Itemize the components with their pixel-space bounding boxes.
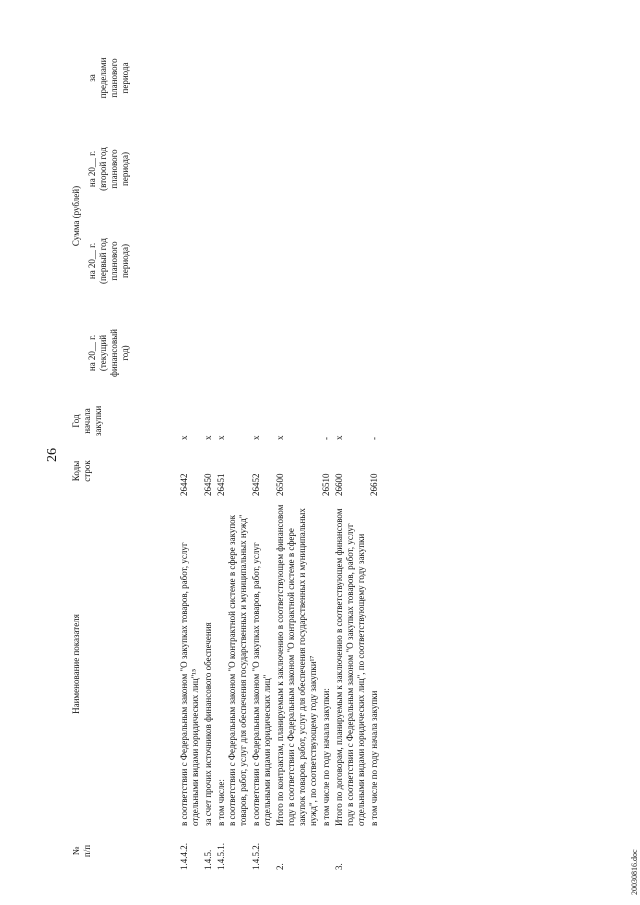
row-num bbox=[320, 829, 333, 873]
row-sum-current bbox=[274, 307, 320, 399]
table-row bbox=[274, 33, 320, 873]
row-year: х bbox=[251, 435, 261, 440]
header-sum-group: Сумма (рублей) bbox=[71, 185, 81, 247]
row-code: 26600 bbox=[334, 473, 344, 496]
row-name: Итого по договорам, планируемым к заключению в соответствующем финансовом году в соответствии с Федеральным законом "О закупках товаров, работ, услуг отдельными видами юридических лиц", по соответствующему году закупки bbox=[334, 508, 366, 826]
row-code: 26500 bbox=[275, 473, 285, 496]
row-name: в соответствии с Федеральным законом "О закупках товаров, работ, услуг отдельными видами юридических лиц"¹⁵ bbox=[179, 542, 200, 826]
row-sum-current bbox=[202, 307, 215, 399]
row-sum-first bbox=[333, 215, 368, 307]
row-num: 1.4.5.2. bbox=[251, 843, 261, 870]
budget-table bbox=[70, 33, 381, 873]
row-sum-second bbox=[368, 123, 381, 215]
row-sum-beyond bbox=[202, 33, 215, 123]
row-num: 2. bbox=[275, 863, 285, 870]
row-year: х bbox=[334, 435, 344, 440]
table-row bbox=[250, 33, 274, 873]
row-name: Итого по контрактам, планируемым к заключению в соответствующем финансовом году в соответствии с Федеральным законом "О контрактной системе в сфере закупок товаров, работ, услуг для обеспечения государственных и муниципальных нужд", по соответствующему году закупки¹⁷ bbox=[275, 504, 318, 826]
row-sum-beyond bbox=[274, 33, 320, 123]
row-num: 1.4.5.1. bbox=[216, 843, 226, 870]
row-name: в том числе по году начала закупки bbox=[369, 690, 379, 826]
row-sum-beyond bbox=[215, 33, 250, 123]
row-sum-second bbox=[202, 123, 215, 215]
header-name: Наименование показателя bbox=[71, 614, 81, 714]
row-sum-second bbox=[333, 123, 368, 215]
row-sum-first bbox=[274, 215, 320, 307]
row-sum-first bbox=[202, 215, 215, 307]
row-sum-second bbox=[178, 123, 202, 215]
row-year: х bbox=[216, 435, 226, 440]
page-number: 26 bbox=[45, 448, 60, 462]
row-sum-current bbox=[320, 307, 333, 399]
row-num: 1.4.4.2. bbox=[179, 843, 189, 870]
row-code: 26451 bbox=[216, 473, 226, 496]
row-sum-first bbox=[215, 215, 250, 307]
header-sum-beyond: за пределами планового периода bbox=[87, 57, 130, 99]
row-code: 26452 bbox=[251, 473, 261, 496]
header-sum-second: на 20__ г. (второй год планового периода) bbox=[87, 147, 130, 191]
row-code: 26442 bbox=[179, 473, 189, 496]
row-year: х bbox=[203, 435, 213, 440]
row-name: в том числе: в соответствии с Федеральным законом "О контрактной системе в сфере закупок товаров, работ, услуг для обеспечения государственных и муниципальных нужд" bbox=[216, 514, 248, 826]
row-code: 26450 bbox=[203, 473, 213, 496]
table-row bbox=[215, 33, 250, 873]
row-sum-beyond bbox=[178, 33, 202, 123]
row-name: в соответствии с Федеральным законом "О закупках товаров, работ, услуг отдельными видами юридических лиц" bbox=[251, 542, 272, 826]
table-row bbox=[333, 33, 368, 873]
row-year: х bbox=[179, 435, 189, 440]
row-sum-current bbox=[215, 307, 250, 399]
row-num: 1.4.5. bbox=[203, 849, 213, 870]
header-code: Коды строк bbox=[71, 460, 92, 482]
row-num bbox=[368, 829, 381, 873]
row-year: - bbox=[321, 437, 331, 440]
table-row bbox=[320, 33, 333, 873]
row-name: за счет прочих источников финансового обеспечения bbox=[203, 622, 213, 826]
row-sum-second bbox=[320, 123, 333, 215]
row-sum-first bbox=[178, 215, 202, 307]
row-sum-current bbox=[333, 307, 368, 399]
row-sum-current bbox=[178, 307, 202, 399]
row-num: 3. bbox=[334, 863, 344, 870]
row-code: 26610 bbox=[369, 473, 379, 496]
row-sum-beyond bbox=[320, 33, 333, 123]
row-sum-first bbox=[368, 215, 381, 307]
row-sum-beyond bbox=[368, 33, 381, 123]
document-id: 20030816.doc bbox=[630, 849, 639, 895]
row-sum-second bbox=[274, 123, 320, 215]
table-row bbox=[178, 33, 202, 873]
header-sum-current: на 20__ г. (текущий финансовый год) bbox=[87, 329, 130, 377]
row-sum-current bbox=[368, 307, 381, 399]
row-sum-beyond bbox=[250, 33, 274, 123]
table-row bbox=[368, 33, 381, 873]
row-sum-beyond bbox=[333, 33, 368, 123]
row-sum-second bbox=[215, 123, 250, 215]
row-year: - bbox=[369, 437, 379, 440]
row-name: в том числе по году начала закупки: bbox=[321, 688, 331, 826]
row-code: 26510 bbox=[321, 473, 331, 496]
table-row bbox=[202, 33, 215, 873]
row-sum-first bbox=[250, 215, 274, 307]
header-sum-first: на 20__ г. (первый год планового периода) bbox=[87, 238, 130, 284]
header-year: Год начала закупки bbox=[71, 405, 103, 437]
header-num: № п/п bbox=[71, 844, 92, 858]
row-sum-first bbox=[320, 215, 333, 307]
row-sum-second bbox=[250, 123, 274, 215]
row-sum-current bbox=[250, 307, 274, 399]
row-year: х bbox=[275, 435, 285, 440]
